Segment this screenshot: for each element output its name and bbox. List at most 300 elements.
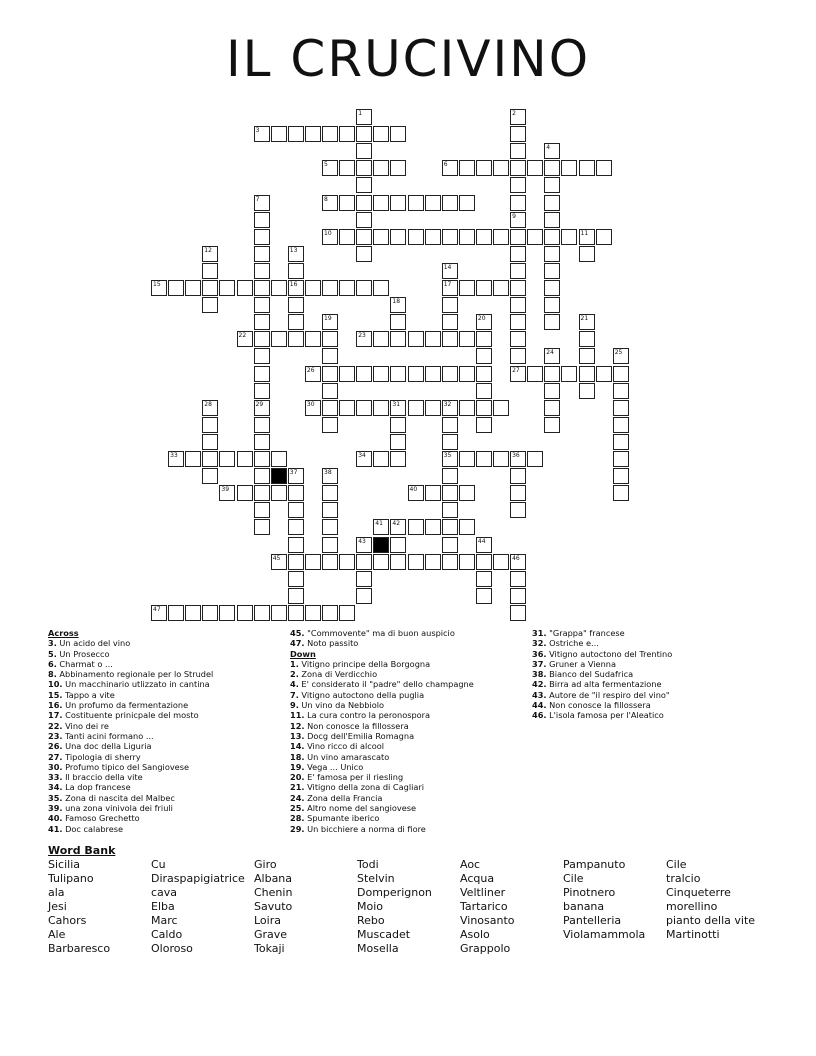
- grid-cell[interactable]: [510, 246, 526, 262]
- grid-cell[interactable]: [613, 400, 629, 416]
- grid-cell[interactable]: [339, 160, 355, 176]
- grid-cell[interactable]: [202, 605, 218, 621]
- grid-cell[interactable]: [476, 451, 492, 467]
- grid-cell[interactable]: [271, 554, 287, 570]
- grid-cell[interactable]: [510, 331, 526, 347]
- grid-cell[interactable]: [442, 229, 458, 245]
- grid-cell[interactable]: [510, 263, 526, 279]
- grid-cell[interactable]: [373, 195, 389, 211]
- grid-cell[interactable]: [339, 554, 355, 570]
- grid-cell[interactable]: [408, 400, 424, 416]
- grid-cell[interactable]: [356, 554, 372, 570]
- grid-cell[interactable]: [544, 314, 560, 330]
- grid-cell[interactable]: [288, 485, 304, 501]
- grid-cell[interactable]: [459, 485, 475, 501]
- grid-cell[interactable]: [390, 417, 406, 433]
- grid-cell[interactable]: [356, 588, 372, 604]
- grid-cell[interactable]: [322, 195, 338, 211]
- grid-cell[interactable]: [322, 126, 338, 142]
- grid-cell[interactable]: [425, 519, 441, 535]
- grid-cell[interactable]: [322, 502, 338, 518]
- grid-cell[interactable]: [305, 331, 321, 347]
- grid-cell[interactable]: [356, 160, 372, 176]
- grid-cell[interactable]: [373, 229, 389, 245]
- clue-number-label: 24.: [290, 792, 305, 803]
- grid-cell[interactable]: [442, 400, 458, 416]
- grid-cell[interactable]: [339, 280, 355, 296]
- grid-cell[interactable]: [254, 400, 270, 416]
- grid-cell[interactable]: [442, 297, 458, 313]
- grid-cell[interactable]: [442, 366, 458, 382]
- word-bank-word: banana: [563, 900, 605, 913]
- grid-cell[interactable]: [305, 280, 321, 296]
- grid-cell[interactable]: [442, 417, 458, 433]
- grid-cell[interactable]: [168, 605, 184, 621]
- grid-cell[interactable]: [271, 605, 287, 621]
- grid-cell[interactable]: [425, 331, 441, 347]
- grid-cell[interactable]: [288, 331, 304, 347]
- grid-cell[interactable]: [476, 280, 492, 296]
- grid-cell[interactable]: [288, 314, 304, 330]
- clue-number-label: 42.: [532, 679, 547, 690]
- grid-cell[interactable]: [579, 331, 595, 347]
- grid-cell[interactable]: [322, 537, 338, 553]
- grid-cell[interactable]: [442, 434, 458, 450]
- grid-cell[interactable]: [254, 417, 270, 433]
- grid-cell[interactable]: [408, 485, 424, 501]
- grid-cell[interactable]: [219, 451, 235, 467]
- grid-cell[interactable]: [390, 331, 406, 347]
- grid-cell[interactable]: [476, 400, 492, 416]
- grid-cell[interactable]: [493, 400, 509, 416]
- grid-cell[interactable]: [476, 588, 492, 604]
- grid-cell[interactable]: [254, 126, 270, 142]
- grid-cell[interactable]: [442, 331, 458, 347]
- grid-cell[interactable]: [408, 554, 424, 570]
- grid-cell[interactable]: [288, 519, 304, 535]
- grid-cell[interactable]: [288, 571, 304, 587]
- grid-cell[interactable]: [254, 519, 270, 535]
- grid-cell[interactable]: [322, 229, 338, 245]
- grid-cell[interactable]: [288, 468, 304, 484]
- word-bank-word: Cu: [151, 858, 166, 871]
- grid-cell[interactable]: [493, 554, 509, 570]
- grid-cell[interactable]: [579, 160, 595, 176]
- grid-cell[interactable]: [185, 280, 201, 296]
- grid-cell[interactable]: [373, 126, 389, 142]
- grid-cell[interactable]: [408, 519, 424, 535]
- grid-cell[interactable]: [390, 366, 406, 382]
- grid-cell[interactable]: [305, 126, 321, 142]
- grid-cell[interactable]: [544, 400, 560, 416]
- grid-cell[interactable]: [544, 177, 560, 193]
- grid-cell[interactable]: [408, 229, 424, 245]
- grid-cell[interactable]: [288, 126, 304, 142]
- grid-cell[interactable]: [151, 605, 167, 621]
- word-bank-word: Cile: [563, 872, 584, 885]
- grid-cell[interactable]: [356, 143, 372, 159]
- grid-cell[interactable]: [288, 246, 304, 262]
- grid-cell[interactable]: [356, 280, 372, 296]
- grid-cell[interactable]: [510, 212, 526, 228]
- grid-cell[interactable]: [459, 451, 475, 467]
- grid-cell[interactable]: [476, 348, 492, 364]
- grid-cell[interactable]: [510, 451, 526, 467]
- grid-cell[interactable]: [510, 314, 526, 330]
- grid-cell[interactable]: [305, 605, 321, 621]
- grid-cell[interactable]: [322, 348, 338, 364]
- grid-cell[interactable]: [510, 280, 526, 296]
- grid-cell[interactable]: [476, 160, 492, 176]
- grid-cell[interactable]: [322, 485, 338, 501]
- grid-cell[interactable]: [510, 177, 526, 193]
- grid-cell[interactable]: [219, 605, 235, 621]
- grid-cell[interactable]: [185, 451, 201, 467]
- grid-cell[interactable]: [271, 485, 287, 501]
- grid-cell[interactable]: [185, 605, 201, 621]
- grid-cell[interactable]: [527, 451, 543, 467]
- grid-cell[interactable]: [613, 485, 629, 501]
- grid-cell[interactable]: [202, 417, 218, 433]
- grid-cell[interactable]: [544, 417, 560, 433]
- grid-cell[interactable]: [544, 348, 560, 364]
- grid-cell[interactable]: [493, 160, 509, 176]
- grid-cell[interactable]: [459, 331, 475, 347]
- grid-cell[interactable]: [510, 605, 526, 621]
- grid-cell[interactable]: [202, 468, 218, 484]
- grid-cell[interactable]: [322, 314, 338, 330]
- grid-cell[interactable]: [168, 280, 184, 296]
- grid-cell[interactable]: [442, 263, 458, 279]
- grid-cell[interactable]: [339, 126, 355, 142]
- grid-cell[interactable]: [527, 366, 543, 382]
- grid-cell[interactable]: [493, 280, 509, 296]
- word-bank-word: Caldo: [151, 928, 183, 941]
- clue-text: "Commovente" ma di buon auspicio: [304, 628, 455, 638]
- grid-cell[interactable]: [442, 537, 458, 553]
- grid-cell[interactable]: [510, 468, 526, 484]
- grid-cell[interactable]: [613, 348, 629, 364]
- grid-cell[interactable]: [493, 229, 509, 245]
- grid-cell[interactable]: [305, 366, 321, 382]
- grid-cell[interactable]: [202, 400, 218, 416]
- grid-cell[interactable]: [219, 485, 235, 501]
- grid-cell[interactable]: [322, 366, 338, 382]
- grid-cell[interactable]: [476, 229, 492, 245]
- grid-cell[interactable]: [339, 195, 355, 211]
- grid-cell[interactable]: [373, 331, 389, 347]
- grid-cell[interactable]: [510, 109, 526, 125]
- grid-cell[interactable]: [510, 126, 526, 142]
- grid-cell[interactable]: [493, 451, 509, 467]
- word-bank-title: Word Bank: [48, 844, 116, 857]
- grid-cell[interactable]: [544, 383, 560, 399]
- grid-cell[interactable]: [254, 434, 270, 450]
- clue-text: "Grappa" francese: [546, 628, 625, 638]
- grid-cell[interactable]: [579, 366, 595, 382]
- grid-cell[interactable]: [322, 280, 338, 296]
- grid-cell[interactable]: [510, 160, 526, 176]
- grid-cell[interactable]: [356, 177, 372, 193]
- grid-cell[interactable]: [271, 331, 287, 347]
- grid-cell[interactable]: [390, 126, 406, 142]
- grid-cell[interactable]: [408, 331, 424, 347]
- grid-cell[interactable]: [527, 160, 543, 176]
- grid-cell[interactable]: [544, 280, 560, 296]
- grid-cell[interactable]: [390, 451, 406, 467]
- grid-cell[interactable]: [339, 400, 355, 416]
- grid-cell[interactable]: [544, 263, 560, 279]
- grid-cell[interactable]: [237, 451, 253, 467]
- grid-cell[interactable]: [202, 434, 218, 450]
- grid-cell[interactable]: [202, 263, 218, 279]
- grid-cell[interactable]: [544, 297, 560, 313]
- grid-cell[interactable]: [442, 314, 458, 330]
- grid-cell[interactable]: [356, 400, 372, 416]
- grid-cell[interactable]: [459, 229, 475, 245]
- grid-cell[interactable]: [390, 434, 406, 450]
- grid-cell[interactable]: [459, 280, 475, 296]
- grid-cell[interactable]: [425, 366, 441, 382]
- grid-cell[interactable]: [339, 605, 355, 621]
- grid-cell[interactable]: [271, 126, 287, 142]
- grid-cell[interactable]: [202, 297, 218, 313]
- grid-cell[interactable]: [425, 554, 441, 570]
- grid-cell[interactable]: [373, 451, 389, 467]
- grid-cell[interactable]: [305, 554, 321, 570]
- grid-cell[interactable]: [579, 229, 595, 245]
- grid-cell[interactable]: [510, 502, 526, 518]
- clue-number-label: 15.: [48, 689, 63, 700]
- grid-cell[interactable]: [254, 212, 270, 228]
- grid-cell[interactable]: [356, 212, 372, 228]
- grid-cell[interactable]: [425, 229, 441, 245]
- grid-cell[interactable]: [442, 554, 458, 570]
- grid-cell[interactable]: [271, 280, 287, 296]
- grid-cell[interactable]: [322, 519, 338, 535]
- grid-cell[interactable]: [408, 366, 424, 382]
- grid-cell[interactable]: [613, 451, 629, 467]
- grid-cell[interactable]: [339, 366, 355, 382]
- grid-cell[interactable]: [442, 485, 458, 501]
- grid-cell[interactable]: [425, 485, 441, 501]
- grid-cell[interactable]: [322, 331, 338, 347]
- clue-item: [48, 813, 213, 823]
- grid-cell[interactable]: [390, 400, 406, 416]
- grid-cell[interactable]: [544, 195, 560, 211]
- grid-cell[interactable]: [476, 417, 492, 433]
- grid-cell[interactable]: [254, 263, 270, 279]
- grid-cell[interactable]: [254, 280, 270, 296]
- grid-cell[interactable]: [237, 280, 253, 296]
- grid-cell[interactable]: [390, 297, 406, 313]
- grid-cell[interactable]: [356, 246, 372, 262]
- grid-cell[interactable]: [202, 451, 218, 467]
- grid-cell[interactable]: [510, 297, 526, 313]
- grid-cell[interactable]: [544, 246, 560, 262]
- clue-number-label: 10.: [48, 679, 63, 690]
- grid-cell[interactable]: [356, 537, 372, 553]
- grid-cell[interactable]: [476, 554, 492, 570]
- grid-cell[interactable]: [288, 588, 304, 604]
- clue-number: 27: [512, 366, 520, 374]
- grid-cell[interactable]: [561, 366, 577, 382]
- grid-cell[interactable]: [373, 519, 389, 535]
- grid-cell[interactable]: [305, 400, 321, 416]
- grid-cell[interactable]: [356, 331, 372, 347]
- grid-cell[interactable]: [613, 383, 629, 399]
- grid-cell[interactable]: [322, 383, 338, 399]
- grid-cell[interactable]: [254, 485, 270, 501]
- grid-cell[interactable]: [476, 571, 492, 587]
- grid-cell[interactable]: [254, 383, 270, 399]
- grid-cell[interactable]: [254, 229, 270, 245]
- grid-cell[interactable]: [219, 280, 235, 296]
- grid-cell[interactable]: [544, 212, 560, 228]
- grid-cell[interactable]: [390, 314, 406, 330]
- grid-cell[interactable]: [271, 451, 287, 467]
- grid-cell[interactable]: [510, 554, 526, 570]
- grid-cell[interactable]: [476, 537, 492, 553]
- grid-cell[interactable]: [356, 109, 372, 125]
- grid-cell[interactable]: [288, 502, 304, 518]
- grid-cell[interactable]: [425, 195, 441, 211]
- grid-cell[interactable]: [613, 366, 629, 382]
- grid-cell[interactable]: [322, 160, 338, 176]
- grid-cell[interactable]: [356, 366, 372, 382]
- grid-cell[interactable]: [476, 314, 492, 330]
- grid-cell[interactable]: [322, 554, 338, 570]
- grid-cell[interactable]: [288, 537, 304, 553]
- grid-cell[interactable]: [476, 331, 492, 347]
- grid-cell[interactable]: [254, 366, 270, 382]
- grid-cell[interactable]: [254, 246, 270, 262]
- grid-cell[interactable]: [288, 554, 304, 570]
- grid-cell[interactable]: [459, 400, 475, 416]
- grid-cell[interactable]: [288, 297, 304, 313]
- grid-cell[interactable]: [373, 160, 389, 176]
- grid-cell[interactable]: [459, 366, 475, 382]
- grid-cell[interactable]: [254, 451, 270, 467]
- grid-cell[interactable]: [561, 229, 577, 245]
- grid-cell[interactable]: [459, 519, 475, 535]
- grid-cell[interactable]: [442, 502, 458, 518]
- grid-cell[interactable]: [613, 468, 629, 484]
- grid-cell[interactable]: [373, 554, 389, 570]
- grid-cell[interactable]: [544, 366, 560, 382]
- grid-cell[interactable]: [151, 280, 167, 296]
- grid-cell[interactable]: [510, 348, 526, 364]
- grid-cell[interactable]: [544, 229, 560, 245]
- grid-cell[interactable]: [254, 348, 270, 364]
- grid-cell[interactable]: [459, 195, 475, 211]
- grid-cell[interactable]: [544, 160, 560, 176]
- grid-cell[interactable]: [579, 383, 595, 399]
- grid-cell[interactable]: [254, 502, 270, 518]
- grid-cell[interactable]: [322, 400, 338, 416]
- grid-cell[interactable]: [202, 246, 218, 262]
- grid-cell[interactable]: [596, 366, 612, 382]
- grid-cell[interactable]: [254, 297, 270, 313]
- grid-cell[interactable]: [596, 160, 612, 176]
- grid-cell[interactable]: [254, 605, 270, 621]
- grid-cell[interactable]: [510, 143, 526, 159]
- grid-cell[interactable]: [288, 280, 304, 296]
- grid-cell[interactable]: [356, 126, 372, 142]
- grid-cell[interactable]: [613, 417, 629, 433]
- grid-cell[interactable]: [168, 451, 184, 467]
- grid-cell[interactable]: [356, 571, 372, 587]
- grid-cell[interactable]: [390, 554, 406, 570]
- grid-cell[interactable]: [339, 229, 355, 245]
- grid-cell[interactable]: [390, 537, 406, 553]
- grid-cell[interactable]: [322, 417, 338, 433]
- grid-cell[interactable]: [390, 160, 406, 176]
- grid-cell[interactable]: [425, 400, 441, 416]
- grid-cell[interactable]: [288, 263, 304, 279]
- grid-cell[interactable]: [373, 400, 389, 416]
- grid-cell[interactable]: [442, 195, 458, 211]
- grid-cell[interactable]: [510, 366, 526, 382]
- grid-cell[interactable]: [254, 195, 270, 211]
- grid-cell[interactable]: [476, 366, 492, 382]
- grid-cell[interactable]: [510, 229, 526, 245]
- grid-cell[interactable]: [579, 314, 595, 330]
- grid-cell[interactable]: [510, 571, 526, 587]
- grid-cell[interactable]: [579, 348, 595, 364]
- grid-cell[interactable]: [390, 229, 406, 245]
- grid-cell[interactable]: [390, 195, 406, 211]
- grid-cell[interactable]: [356, 451, 372, 467]
- grid-cell[interactable]: [442, 451, 458, 467]
- grid-cell[interactable]: [322, 468, 338, 484]
- grid-cell[interactable]: [254, 468, 270, 484]
- grid-cell[interactable]: [442, 160, 458, 176]
- grid-cell[interactable]: [356, 195, 372, 211]
- grid-cell[interactable]: [476, 383, 492, 399]
- grid-cell[interactable]: [596, 229, 612, 245]
- grid-cell[interactable]: [373, 366, 389, 382]
- grid-cell[interactable]: [613, 434, 629, 450]
- grid-cell[interactable]: [288, 605, 304, 621]
- grid-cell[interactable]: [202, 280, 218, 296]
- grid-cell[interactable]: [237, 605, 253, 621]
- grid-cell[interactable]: [322, 605, 338, 621]
- grid-cell[interactable]: [373, 280, 389, 296]
- grid-cell[interactable]: [544, 143, 560, 159]
- grid-cell[interactable]: [442, 280, 458, 296]
- grid-cell[interactable]: [561, 160, 577, 176]
- grid-cell[interactable]: [356, 229, 372, 245]
- grid-cell[interactable]: [237, 485, 253, 501]
- grid-cell[interactable]: [390, 519, 406, 535]
- grid-cell[interactable]: [237, 331, 253, 347]
- word-bank-word: Pinotnero: [563, 886, 616, 899]
- grid-cell[interactable]: [442, 519, 458, 535]
- grid-cell[interactable]: [442, 468, 458, 484]
- grid-cell[interactable]: [254, 331, 270, 347]
- grid-cell[interactable]: [579, 246, 595, 262]
- clue-number: 42: [392, 520, 401, 528]
- grid-cell[interactable]: [459, 554, 475, 570]
- grid-cell[interactable]: [459, 160, 475, 176]
- grid-cell[interactable]: [408, 195, 424, 211]
- grid-cell[interactable]: [527, 229, 543, 245]
- grid-cell[interactable]: [510, 195, 526, 211]
- grid-cell[interactable]: [510, 588, 526, 604]
- grid-cell[interactable]: [510, 485, 526, 501]
- grid-cell[interactable]: [254, 314, 270, 330]
